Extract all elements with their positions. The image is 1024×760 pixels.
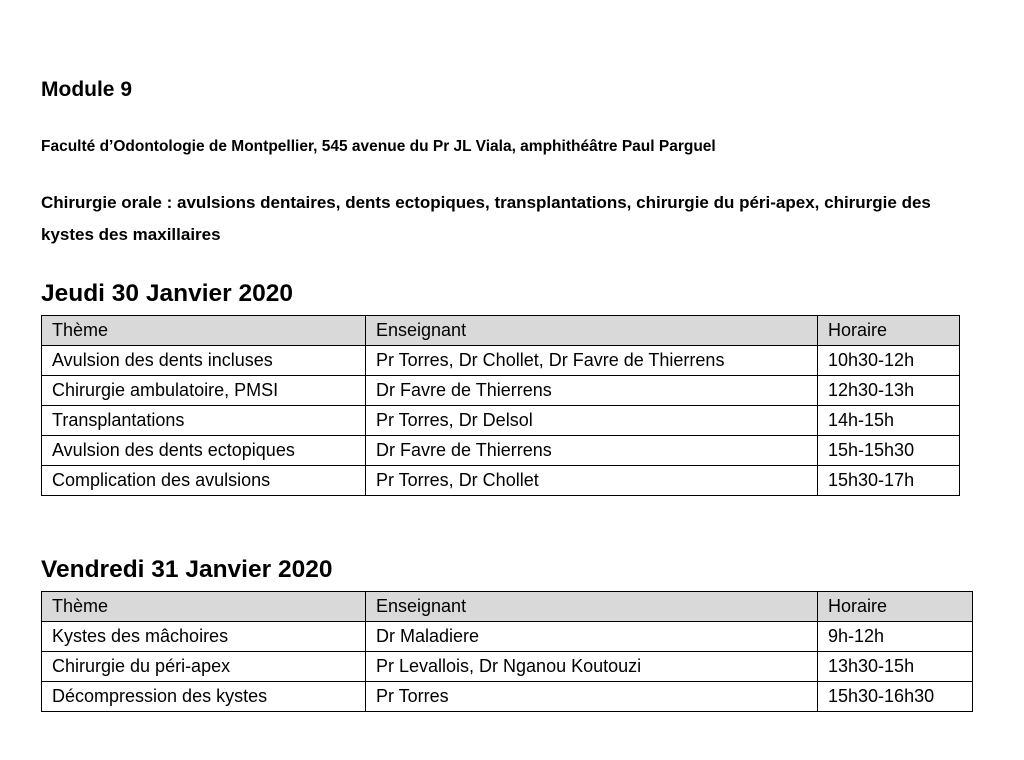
- cell-time: 14h-15h: [818, 406, 960, 436]
- header-teacher: Enseignant: [366, 592, 818, 622]
- cell-teacher: Pr Torres, Dr Delsol: [366, 406, 818, 436]
- cell-time: 10h30-12h: [818, 346, 960, 376]
- table-row: [42, 406, 960, 436]
- header-theme: Thème: [42, 316, 366, 346]
- subject-line: Chirurgie orale : avulsions dentaires, dents ectopiques, transplantations, chirurgie du péri-apex, chirurgie des kystes des maxillaires: [41, 193, 931, 244]
- cell-time: 15h30-16h30: [818, 682, 973, 712]
- schedule-table-friday: [41, 591, 973, 712]
- cell-teacher: Pr Torres, Dr Chollet: [366, 466, 818, 496]
- day-heading-friday: Vendredi 31 Janvier 2020: [41, 556, 333, 583]
- cell-theme: Décompression des kystes: [42, 682, 366, 712]
- table-row: [42, 346, 960, 376]
- cell-teacher: Dr Maladiere: [366, 622, 818, 652]
- cell-theme: Avulsion des dents ectopiques: [42, 436, 366, 466]
- cell-theme: Transplantations: [42, 406, 366, 436]
- header-time: Horaire: [818, 592, 973, 622]
- table-row: [42, 622, 973, 652]
- cell-time: 9h-12h: [818, 622, 973, 652]
- cell-time: 15h-15h30: [818, 436, 960, 466]
- cell-theme: Chirurgie ambulatoire, PMSI: [42, 376, 366, 406]
- cell-theme: Chirurgie du péri-apex: [42, 652, 366, 682]
- table-row: [42, 376, 960, 406]
- cell-time: 15h30-17h: [818, 466, 960, 496]
- table-row: [42, 436, 960, 466]
- cell-theme: Avulsion des dents incluses: [42, 346, 366, 376]
- table-header-row: [42, 316, 960, 346]
- cell-time: 13h30-15h: [818, 652, 973, 682]
- table-row: [42, 466, 960, 496]
- header-time: Horaire: [818, 316, 960, 346]
- table-row: [42, 682, 973, 712]
- cell-time: 12h30-13h: [818, 376, 960, 406]
- day-heading-thursday: Jeudi 30 Janvier 2020: [41, 280, 293, 307]
- module-title: Module 9: [41, 78, 133, 101]
- header-theme: Thème: [42, 592, 366, 622]
- cell-theme: Complication des avulsions: [42, 466, 366, 496]
- schedule-table-thursday: [41, 315, 960, 496]
- table-header-row: [42, 592, 973, 622]
- cell-teacher: Dr Favre de Thierrens: [366, 376, 818, 406]
- location-line: Faculté d’Odontologie de Montpellier, 545 avenue du Pr JL Viala, amphithéâtre Paul Parguel: [41, 138, 716, 155]
- cell-teacher: Pr Torres, Dr Chollet, Dr Favre de Thierrens: [366, 346, 818, 376]
- cell-theme: Kystes des mâchoires: [42, 622, 366, 652]
- cell-teacher: Dr Favre de Thierrens: [366, 436, 818, 466]
- header-teacher: Enseignant: [366, 316, 818, 346]
- table-row: [42, 652, 973, 682]
- cell-teacher: Pr Torres: [366, 682, 818, 712]
- cell-teacher: Pr Levallois, Dr Nganou Koutouzi: [366, 652, 818, 682]
